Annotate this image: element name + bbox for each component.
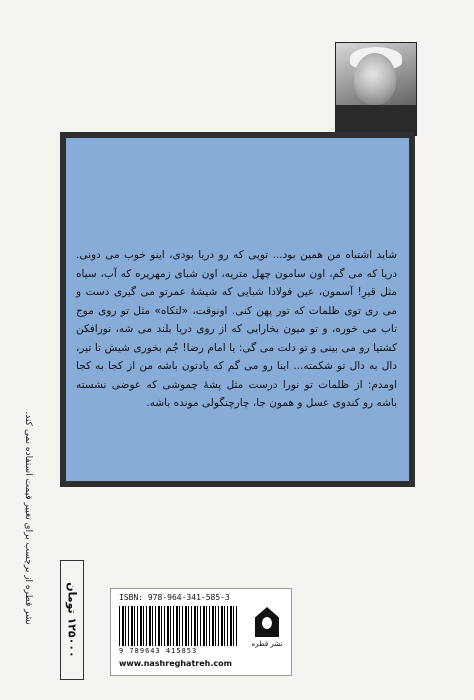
publisher-logo-icon — [255, 607, 279, 637]
isbn-text: ISBN: 978-964-341-585-3 — [119, 593, 230, 602]
price-sticker-note — [18, 360, 38, 676]
blurb-text — [76, 246, 397, 413]
publisher-logo — [249, 607, 285, 655]
price-box — [60, 560, 84, 680]
price-text: ۱۲۵۰۰۰ تومان — [65, 582, 79, 658]
publisher-url: www.nashreghatreh.com — [119, 659, 232, 668]
barcode-digits: 9 789643 415853 — [119, 647, 198, 655]
price-sticker-note-text: نشر قطره از برچسب برای تغییر قیمت استفاده نمی کند. — [23, 411, 33, 625]
barcode-label — [110, 588, 292, 676]
blurb-paragraph: شاید اشتباه من همین بود... تویی که رو دریا بودی، اینو خوب می دونی. دریا که می گم، اون سامون چهل متریه، اون شبای زمهریره که آب، سیاه مثل قیرِ! آسمون، عین فولادا شبایی که شیشهٔ عمرتو می گیری دست و می ری توی ظلمات که تور پهن کنی. اونوقت، «لتکاه» مثل تو روی موج تاب می خوره، و تو میون بخارایی که از روی دریا بلند می شه، نورافکن کشتیا رو می بینی و تو دلت می گی: یا امام رضا! جُم بخوری شیش تا تیر، دال به دال تو شکمته... اینا رو می گم که یادتون باشه من از کجا به کجا اومدم: از ظلمات تو نورا درست مثل پشهٔ چموشی که عوضی نشسته باشه رو کندوی عسل و همون جا، چارچنگولی مونده باشه. — [76, 249, 397, 409]
barcode-icon — [119, 606, 239, 646]
author-face — [354, 53, 396, 105]
author-photo — [335, 42, 417, 136]
author-shoulders — [336, 105, 416, 135]
publisher-logo-label: نشر قطره — [251, 640, 283, 648]
